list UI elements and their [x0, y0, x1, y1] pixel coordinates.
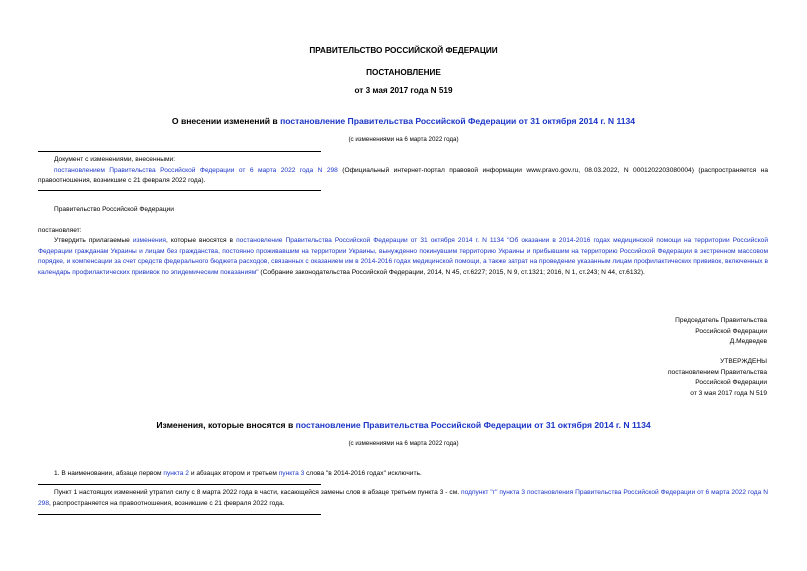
item1-point2-link[interactable]: пункта 2	[163, 470, 189, 477]
note2-text-a: Пункт 1 настоящих изменений утратил силу с 8 марта 2022 года в части, касающейся замены слов в абзаце третьем пункта 3 - см.	[54, 489, 461, 496]
repeal-note	[38, 488, 768, 509]
changes-title-prefix: Изменения, которые вносятся в	[156, 420, 296, 430]
government-header: ПРАВИТЕЛЬСТВО РОССИЙСКОЙ ФЕДЕРАЦИИ	[309, 46, 498, 55]
note-line1: Документ с изменениями, внесенными:	[54, 156, 176, 163]
decree-1134-link[interactable]: постановление Правительства Российской Федерации от 31 октября 2014 г. N 1134 "Об оказании в 2014-2016 годах медицинской помощи на территории Российской Федерации гражданам Украины и лицам без гражданства, постоянно проживавшим на территории Украины, вынужденно покинувшим территорию Украины и прибывшим на территорию Российской Федерации в экстренном массовом порядке, и компенсации за счет средств федерального бюджета расходов, связанных с оказанием им в 2014-2016 годах медицинской помощи, а также затрат на проведение указанным лицам профилактических прививок, включенных в календарь профилактических прививок по эпидемическим показаниям"	[38, 237, 768, 276]
p1-text-b: , которые вносятся в	[165, 237, 237, 244]
approved-block	[668, 357, 767, 399]
title-edition: (с изменениями на 6 марта 2022 года)	[348, 136, 459, 143]
approved-line4: от 3 мая 2017 года N 519	[690, 389, 767, 397]
note-top-divider	[38, 151, 321, 152]
decides-line: постановляет:	[38, 227, 82, 234]
note-rest: (Официальный интернет-портал правовой информации www.pravo.gov.ru, 08.03.2022, N 0001202203080004) (распространяется на правоотношения, возникшие с 21 февраля 2022 года).	[38, 166, 768, 185]
approved-line3: Российской Федерации	[695, 379, 767, 387]
title-link[interactable]: постановление Правительства Российской Федерации от 31 октября 2014 г. N 1134	[280, 116, 636, 126]
signature-line2: Российской Федерации	[695, 327, 767, 335]
document-title	[0, 116, 807, 127]
note2-link[interactable]: подпункт "г" пункта 3 постановления Правительства Российской Федерации от 6 марта 2022 года N 298	[38, 489, 768, 507]
p1-text-c: (Собрание законодательства Российской Федерации, 2014, N 45, ст.6227; 2015, N 9, ст.1321; 2016, N 1, ст.243; N 44, ст.6132).	[258, 268, 645, 276]
amendment-note	[38, 155, 768, 187]
approved-line1: УТВЕРЖДЕНЫ	[720, 358, 767, 365]
government-line: Правительство Российской Федерации	[54, 206, 174, 213]
item1-text-a: 1. В наименовании, абзаце первом	[54, 470, 164, 477]
item1-point3-link[interactable]: пункта 3	[278, 470, 305, 477]
item1-text-b: и абзацах втором и третьем	[188, 470, 279, 477]
signature-line1: Председатель Правительства	[675, 317, 767, 324]
item1-text-c: слова "в 2014-2016 годах" исключить.	[304, 470, 422, 477]
changes-edition: (с изменениями на 6 марта 2022 года)	[348, 440, 459, 447]
changes-title	[0, 420, 807, 431]
approved-line2: постановлением Правительства	[667, 368, 767, 376]
note-line2	[38, 166, 768, 187]
signature-block	[675, 316, 767, 348]
signature-name: Д.Медведев	[729, 338, 767, 346]
note-bottom-divider	[38, 190, 321, 191]
main-paragraph	[38, 236, 768, 278]
changes-link[interactable]: изменения	[132, 237, 166, 244]
note-link[interactable]: постановлением Правительства Российской Федерации от 6 марта 2022 года N 298	[54, 166, 338, 174]
note2-top-divider	[38, 484, 321, 485]
item-1	[38, 469, 768, 480]
document-type: ПОСТАНОВЛЕНИЕ	[366, 68, 441, 77]
changes-title-link[interactable]: постановление Правительства Российской Федерации от 31 октября 2014 г. N 1134	[295, 420, 651, 430]
title-prefix: О внесении изменений в	[171, 116, 281, 126]
note2-text-b: , распространяется на правоотношения, возникшие с 21 февраля 2022 года.	[49, 499, 285, 507]
p1-text-a: Утвердить прилагаемые	[54, 237, 133, 244]
document-date-number: от 3 мая 2017 года N 519	[354, 86, 453, 95]
note2-bottom-divider	[38, 514, 321, 515]
